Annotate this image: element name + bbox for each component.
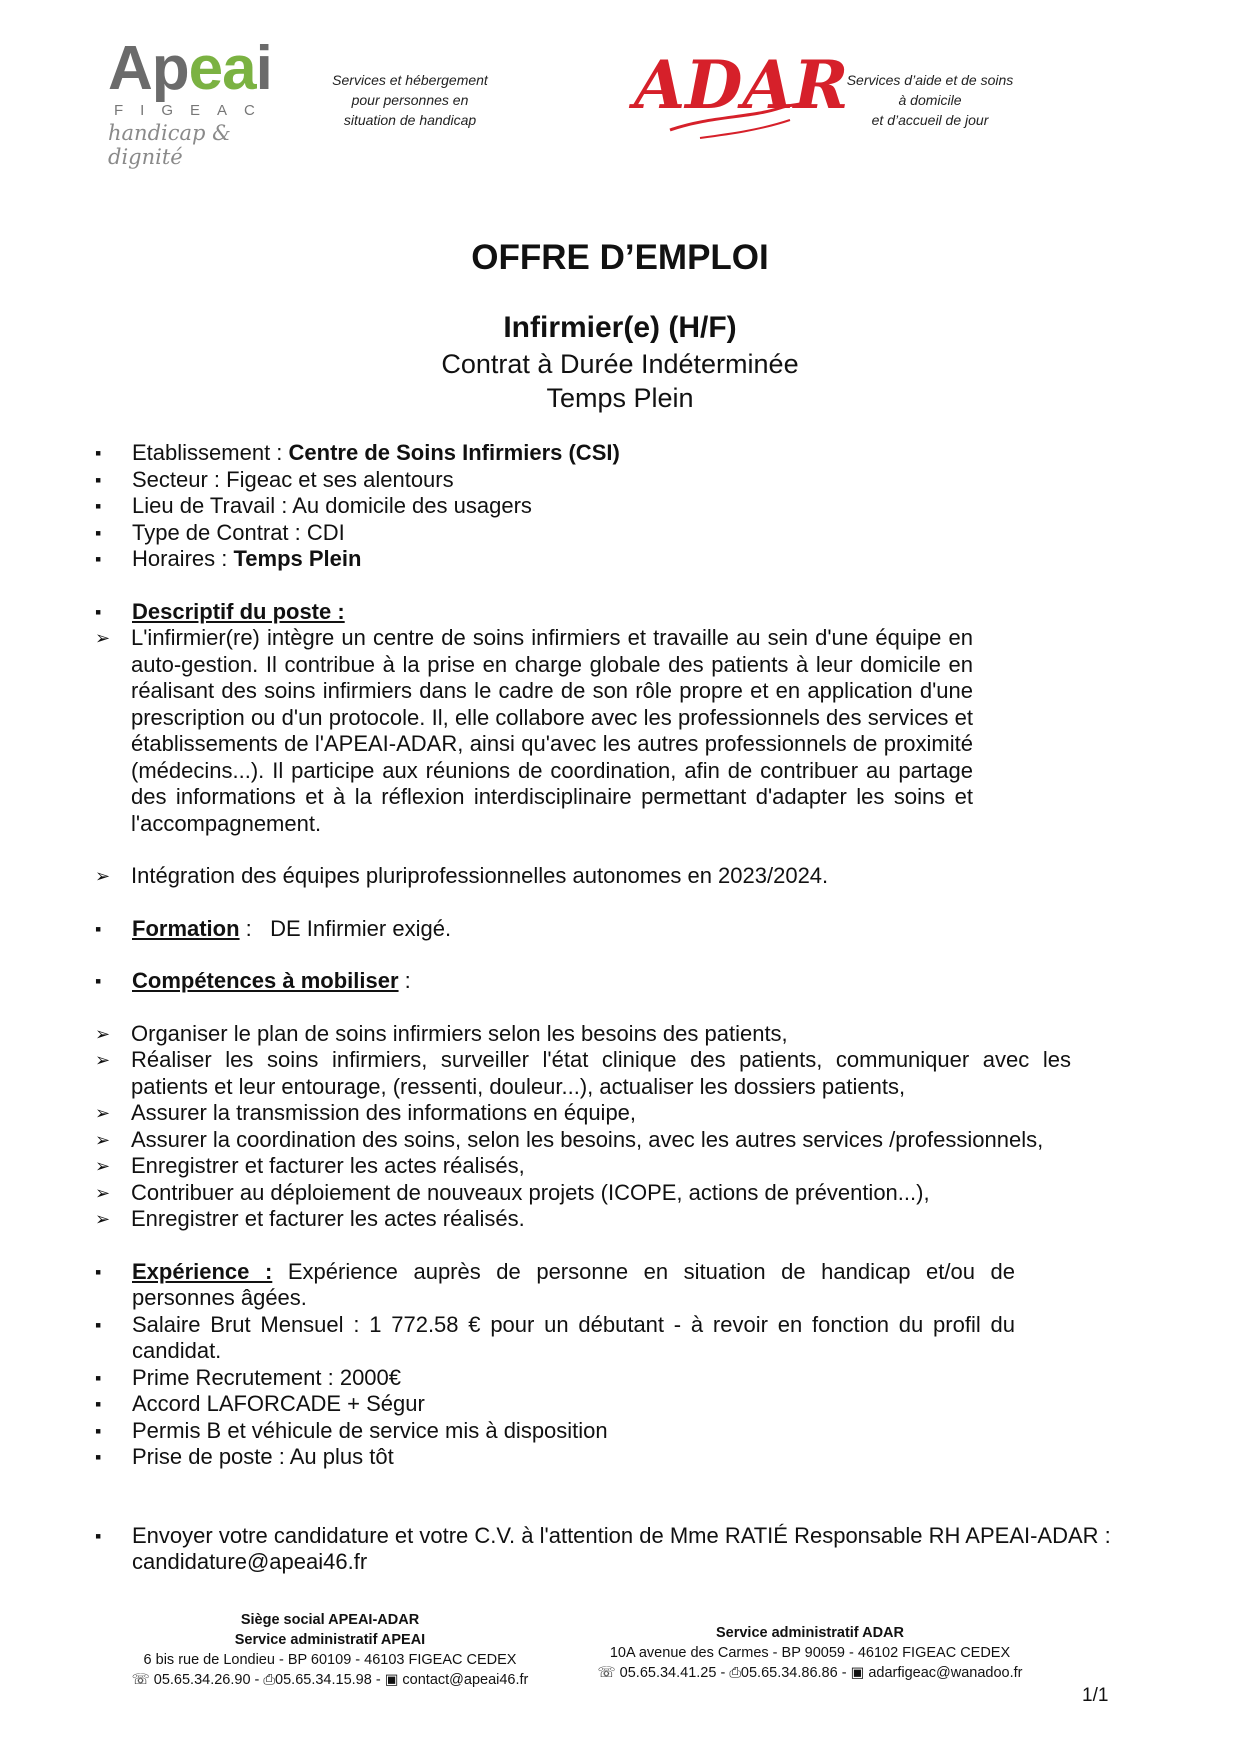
license-item: ▪ Permis B et véhicule de service mis à disposition — [95, 1418, 1015, 1445]
offer-title: OFFRE D’EMPLOI — [471, 238, 769, 277]
fax-icon: ⎙ — [729, 1665, 741, 1681]
footer-right-title: Service administratif ADAR — [715, 1625, 905, 1641]
footer-left-title: Siège social APEAI-ADAR — [240, 1612, 420, 1628]
description-integration: ➢ Intégration des équipes pluriprofessionnelles autonomes en 2023/2024. — [95, 863, 973, 890]
start-item: ▪ Prise de poste : Au plus tôt — [95, 1444, 1015, 1471]
agreement-item: ▪ Accord LAFORCADE + Ségur — [95, 1391, 1015, 1418]
apply-email-link[interactable]: candidature@apeai46.fr — [132, 1549, 368, 1574]
adar-logo — [630, 38, 849, 148]
phone-icon: ☏ — [597, 1665, 616, 1681]
detail-lieu — [95, 493, 1175, 520]
detail-contrat — [95, 520, 1175, 547]
computer-icon: ▣ — [850, 1665, 865, 1681]
detail-secteur — [95, 467, 1175, 494]
adar-text-line: et d’accueil de jour — [871, 112, 989, 128]
competences-heading-item — [95, 968, 1175, 995]
apeai-services-text — [300, 70, 520, 130]
experience-value: Expérience auprès de personne en situation de handicap et/ou de personnes âgées. — [132, 1258, 1016, 1310]
footer-apeai — [120, 1610, 540, 1690]
footer-left-phone: 05.65.34.26.90 — [153, 1672, 251, 1688]
bonus-item: ▪ Prime Recrutement : 2000€ — [95, 1365, 1015, 1392]
formation-value: DE Infirmier exigé. — [270, 915, 452, 941]
contract-type: Contrat à Durée Indéterminée — [441, 349, 799, 379]
apeai-logo — [108, 34, 278, 169]
footer-left-email[interactable]: contact@apeai46.fr — [402, 1672, 529, 1688]
footer-left-address: 6 bis rue de Londieu - BP 60109 - 46103 FIGEAC CEDEX — [143, 1652, 517, 1668]
detail-label: Horaires : — [132, 546, 234, 571]
competences-list — [95, 1021, 1071, 1233]
apeai-logo-part3: i — [255, 34, 272, 103]
apeai-logo-tagline: handicap & dignité — [108, 121, 231, 169]
footer-right-fax: 05.65.34.86.86 — [740, 1665, 838, 1681]
apeai-logo-part1: Ap — [108, 34, 189, 103]
description-heading: Descriptif du poste : — [132, 598, 345, 624]
detail-label: Secteur : — [132, 466, 227, 492]
footer-right-contacts: ☏ 05.65.34.41.25 - ⎙05.65.34.86.86 - ▣ adarfigeac@wanadoo.fr — [597, 1665, 1023, 1681]
description-heading-item — [95, 599, 1175, 626]
apeai-logo-word — [108, 34, 278, 103]
adar-text-line: à domicile — [898, 92, 962, 108]
adar-text-line: Services d’aide et de soins — [846, 72, 1014, 88]
offer-body — [95, 440, 1175, 1576]
adar-services-text — [820, 70, 1040, 130]
formation-section — [95, 916, 1175, 943]
experience-item — [95, 1259, 1015, 1312]
competence-item: ➢ Assurer la coordination des soins, selon les besoins, avec les autres services /professionnels, — [95, 1127, 1071, 1154]
detail-value: Centre de Soins Infirmiers (CSI) — [288, 440, 620, 465]
formation-separator: : — [239, 915, 271, 941]
details-list — [95, 440, 1175, 573]
description-section — [95, 599, 1175, 626]
detail-value: Temps Plein — [233, 546, 362, 571]
description-paragraph: ➢ L'infirmier(re) intègre un centre de soins infirmiers et travaille au sein d'une équipe en auto-gestion. Il contribue à la prise en charge globale des patients à leur domicile en réalisant des soins infirmiers dans le cadre de son rôle propre et en application d'une prescription ou d'un protocole. Il, elle collabore avec les professionnels des services et établissements de l'APEAI-ADAR, ainsi qu'avec les autres professionnels de proximité (médecins...). Il participe aux réunions de coordination, afin de contribuer au partage des informations et à la réflexion interdisciplinaire permettant d'adapter les soins et l'accompagnement. — [95, 625, 973, 837]
competences-section — [95, 968, 1175, 995]
footer-left-fax: 05.65.34.15.98 — [275, 1672, 372, 1688]
footer-left-subtitle: Service administratif APEAI — [234, 1632, 426, 1648]
apeai-text-line: situation de handicap — [343, 112, 477, 128]
detail-etablissement — [95, 440, 1175, 467]
fax-icon: ⎙ — [263, 1672, 276, 1688]
page-number: 1/1 — [1082, 1685, 1109, 1706]
competence-item: ➢ Organiser le plan de soins infirmiers selon les besoins des patients, — [95, 1021, 1071, 1048]
footer-right-address: 10A avenue des Carmes - BP 90059 - 46102 FIGEAC CEDEX — [609, 1645, 1011, 1661]
competence-item: ➢ Enregistrer et facturer les actes réalisés. — [95, 1206, 1071, 1233]
formation-item — [95, 916, 1175, 943]
competences-heading: Compétences à mobiliser — [132, 968, 399, 993]
apeai-text-line: Services et hébergement — [332, 72, 488, 88]
description-list-2 — [95, 863, 973, 890]
adar-logo-text: ADAR — [634, 46, 849, 124]
job-title: Infirmier(e) (H/F) — [503, 311, 737, 344]
detail-label: Type de Contrat : — [132, 519, 307, 545]
apply-text: Envoyer votre candidature et votre C.V. à l'attention de Mme RATIÉ Responsable RH APEAI-ADAR : — [132, 1522, 1111, 1548]
footer-right-email[interactable]: adarfigeac@wanadoo.fr — [868, 1665, 1023, 1681]
competence-item: ➢ Enregistrer et facturer les actes réalisés, — [95, 1153, 1071, 1180]
detail-horaires — [95, 546, 1175, 573]
salary-item: ▪ Salaire Brut Mensuel : 1 772.58 € pour un débutant - à revoir en fonction du profil du candidat. — [95, 1312, 1015, 1365]
apply-item — [95, 1523, 1175, 1576]
apply-section — [95, 1523, 1175, 1576]
apeai-text-line: pour personnes en — [351, 92, 469, 108]
extras-list — [95, 1259, 1015, 1471]
footer-left-contacts: ☏ 05.65.34.26.90 - ⎙05.65.34.15.98 - ▣ contact@apeai46.fr — [131, 1672, 529, 1688]
work-time: Temps Plein — [546, 383, 694, 413]
experience-heading: Expérience : — [132, 1258, 273, 1284]
apeai-logo-part2: ea — [188, 34, 256, 103]
footer-adar — [580, 1623, 1040, 1683]
detail-label: Etablissement : — [132, 440, 289, 465]
apeai-logo-subtitle: FIGEAC — [114, 102, 272, 119]
detail-label: Lieu de Travail : — [132, 493, 293, 518]
adar-logo-graphic — [630, 38, 849, 148]
computer-icon: ▣ — [384, 1672, 399, 1688]
competence-item: ➢ Contribuer au déploiement de nouveaux projets (ICOPE, actions de prévention...), — [95, 1180, 1071, 1207]
detail-value: Figeac et ses alentours — [226, 466, 454, 492]
detail-value: CDI — [306, 519, 345, 545]
competence-item: ➢ Assurer la transmission des informations en équipe, — [95, 1100, 1071, 1127]
competences-separator: : — [398, 968, 411, 993]
description-list — [95, 625, 973, 837]
detail-value: Au domicile des usagers — [292, 493, 532, 518]
formation-heading: Formation — [132, 915, 240, 941]
competence-item: ➢ Réaliser les soins infirmiers, surveiller l'état clinique des patients, communiquer avec les patients et leur entourage, (ressenti, douleur...), actualiser les dossiers patients, — [95, 1047, 1071, 1100]
footer-right-phone: 05.65.34.41.25 — [619, 1665, 717, 1681]
phone-icon: ☏ — [131, 1672, 150, 1688]
